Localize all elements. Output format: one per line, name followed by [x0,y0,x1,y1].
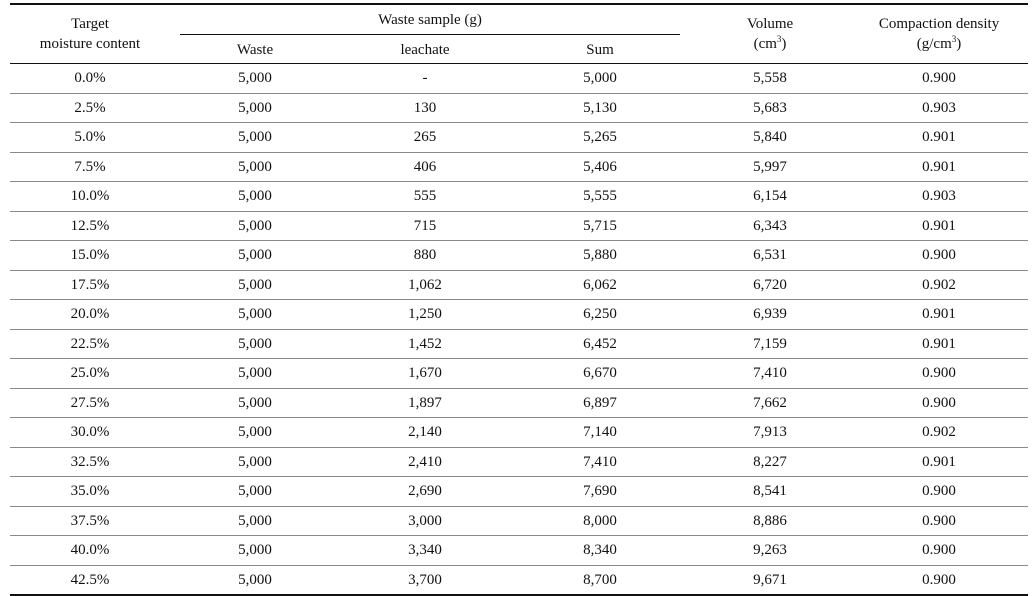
table-header [10,4,1028,64]
cell-density: 0.900 [922,70,956,86]
cell-sum: 6,250 [583,306,617,322]
cell-density: 0.901 [922,129,956,145]
cell-waste: 5,000 [238,99,272,116]
cell-moisture: 7.5% [74,158,106,175]
table-row [10,211,1028,241]
table-row [10,182,1028,212]
header-target-moisture-line1: Target [71,16,109,32]
cell-sum: 8,000 [583,512,617,529]
cell-volume: 9,263 [753,542,787,558]
cell-moisture: 20.0% [70,306,110,322]
cell-leachate: 715 [413,217,437,234]
cell-waste: 5,000 [238,542,272,558]
cell-volume: 6,720 [753,276,787,293]
cell-volume: 8,541 [753,483,787,499]
header-target-moisture-line2: moisture content [39,36,141,52]
cell-sum: 8,700 [583,571,617,588]
table-row [10,123,1028,153]
cell-sum: 7,410 [583,453,617,470]
cell-waste: 5,000 [238,453,272,470]
header-group-rule [180,5,680,35]
cell-leachate: 406 [413,158,437,175]
cell-density: 0.900 [922,483,956,499]
cell-moisture: 25.0% [70,365,110,381]
cell-leachate: 1,250 [408,306,442,322]
table-row [10,270,1028,300]
cell-density: 0.903 [922,188,956,204]
cell-volume: 6,939 [753,306,787,322]
cell-leachate: - [422,70,428,86]
cell-leachate: 3,700 [408,571,442,588]
cell-volume: 7,913 [753,424,787,440]
cell-density: 0.900 [922,542,956,558]
cell-sum: 5,406 [583,158,617,175]
table-row [10,388,1028,418]
cell-volume: 7,662 [753,394,787,411]
cell-density: 0.900 [922,365,956,381]
cell-waste: 5,000 [238,483,272,499]
cell-volume: 8,886 [753,512,787,529]
header-target-moisture [10,4,170,64]
cell-sum: 5,000 [583,70,617,86]
cell-sum: 6,670 [583,365,617,381]
table-row [10,536,1028,566]
cell-sum: 8,340 [583,542,617,558]
cell-moisture: 30.0% [70,424,110,440]
cell-volume: 5,840 [753,129,787,145]
cell-waste: 5,000 [238,129,272,145]
table-row [10,241,1028,271]
table-row [10,506,1028,536]
cell-leachate: 3,340 [408,542,442,558]
header-compaction-density [850,4,1028,64]
cell-volume: 5,997 [753,158,787,175]
cell-density: 0.900 [922,394,956,411]
cell-leachate: 2,410 [408,453,442,470]
cell-leachate: 1,452 [408,335,442,352]
cell-sum: 5,715 [583,217,617,234]
cell-waste: 5,000 [238,188,272,204]
cell-density: 0.901 [922,306,956,322]
cell-sum: 7,140 [583,424,617,440]
cell-volume: 8,227 [753,453,787,470]
cell-density: 0.901 [922,453,956,470]
cell-density: 0.902 [922,276,956,293]
cell-density: 0.901 [922,335,956,352]
cell-density: 0.902 [922,424,956,440]
cell-waste: 5,000 [238,365,272,381]
cell-leachate: 555 [413,188,437,204]
cell-leachate: 2,690 [408,483,442,499]
cell-moisture: 40.0% [70,542,110,558]
cell-sum: 5,880 [583,247,617,263]
header-sum: Sum [586,42,614,58]
cell-moisture: 27.5% [70,394,110,411]
cell-sum: 6,452 [583,335,617,352]
cell-density: 0.901 [922,217,956,234]
cell-waste: 5,000 [238,158,272,175]
table-row [10,447,1028,477]
cell-moisture: 5.0% [74,129,106,145]
table-row [10,418,1028,448]
cell-volume: 7,159 [753,335,787,352]
cell-sum: 5,130 [583,99,617,116]
cell-volume: 7,410 [753,365,787,381]
cell-leachate: 130 [413,99,437,116]
cell-volume: 6,154 [753,188,787,204]
table-row [10,359,1028,389]
cell-moisture: 15.0% [70,247,110,263]
table-row [10,152,1028,182]
cell-leachate: 1,897 [408,394,442,411]
cell-waste: 5,000 [238,571,272,588]
cell-sum: 5,555 [583,188,617,204]
table-row [10,93,1028,123]
cell-waste: 5,000 [238,335,272,352]
cell-density: 0.900 [922,512,956,529]
cell-sum: 6,897 [583,394,617,411]
table-body [10,64,1028,596]
table-row [10,300,1028,330]
cell-moisture: 35.0% [70,483,110,499]
cell-waste: 5,000 [238,424,272,440]
cell-moisture: 17.5% [70,276,110,293]
table-row [10,477,1028,507]
cell-moisture: 10.0% [70,188,110,204]
cell-density: 0.901 [922,158,956,175]
cell-volume: 9,671 [753,571,787,588]
cell-sum: 5,265 [583,129,617,145]
cell-waste: 5,000 [238,217,272,234]
cell-moisture: 22.5% [70,335,110,352]
header-waste-sample-label: Waste sample (g) [378,12,482,28]
cell-leachate: 2,140 [408,424,442,440]
cell-waste: 5,000 [238,247,272,263]
header-volume [690,4,850,64]
cell-sum: 7,690 [583,483,617,499]
table-row [10,64,1028,94]
cell-moisture: 0.0% [74,70,106,86]
cell-density: 0.900 [922,571,956,588]
header-volume-line1: Volume [746,16,794,32]
cell-waste: 5,000 [238,70,272,86]
cell-waste: 5,000 [238,306,272,322]
header-waste: Waste [236,42,274,58]
cell-volume: 6,343 [753,217,787,234]
cell-waste: 5,000 [238,276,272,293]
cell-waste: 5,000 [238,394,272,411]
cell-moisture: 12.5% [70,217,110,234]
cell-moisture: 2.5% [74,99,106,116]
header-leachate: leachate [400,42,450,58]
cell-leachate: 880 [413,247,437,263]
header-density-unit: $(g/cm^3)$ [916,34,962,52]
waste-sample-table [10,3,1028,596]
header-waste-sample-group [170,4,690,35]
table-row [10,329,1028,359]
header-density-line1: Compaction density [878,16,1000,32]
cell-volume: 5,683 [753,99,787,116]
cell-leachate: 265 [413,129,437,145]
table-row [10,565,1028,595]
cell-density: 0.903 [922,99,956,116]
cell-leachate: 1,062 [408,276,442,293]
cell-leachate: 3,000 [408,512,442,529]
header-volume-unit: $(cm^3)$ [753,34,787,52]
cell-volume: 6,531 [753,247,787,263]
cell-moisture: 32.5% [70,453,110,470]
cell-density: 0.900 [922,247,956,263]
cell-moisture: 37.5% [70,512,110,529]
cell-volume: 5,558 [753,70,787,86]
cell-moisture: 42.5% [70,571,110,588]
cell-leachate: 1,670 [408,365,442,381]
cell-sum: 6,062 [583,276,617,293]
cell-waste: 5,000 [238,512,272,529]
